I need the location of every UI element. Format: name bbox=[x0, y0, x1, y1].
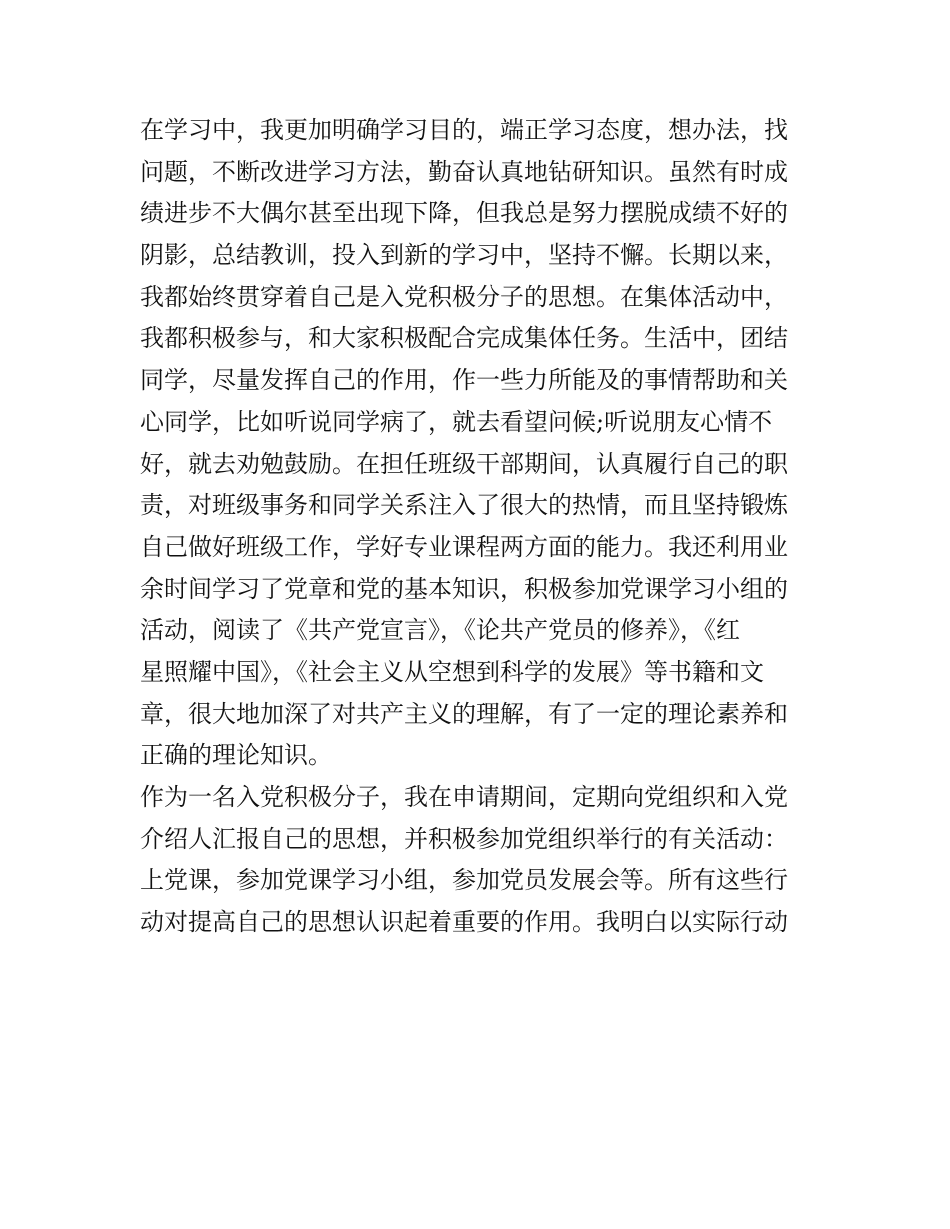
text-line: 好，就去劝勉鼓励。在担任班级干部期间，认真履行自己的职 bbox=[140, 449, 788, 478]
text-line: 心同学，比如听说同学病了，就去看望问候;听说朋友心情不 bbox=[140, 407, 773, 436]
body-text bbox=[140, 110, 830, 944]
text-line: 上党课，参加党课学习小组，参加党员发展会等。所有这些行 bbox=[140, 866, 788, 895]
text-line: 余时间学习了党章和党的基本知识，积极参加党课学习小组的 bbox=[140, 574, 788, 603]
text-line: 问题，不断改进学习方法，勤奋认真地钻研知识。虽然有时成 bbox=[140, 157, 788, 186]
text-line: 阴影，总结教训，投入到新的学习中，坚持不懈。长期以来， bbox=[140, 241, 788, 270]
text-line: 星照耀中国》，《社会主义从空想到科学的发展》等书籍和文 bbox=[140, 657, 764, 686]
text-line: 介绍人汇报自己的思想，并积极参加党组织举行的有关活动： bbox=[140, 824, 788, 853]
text-line: 我都积极参与，和大家积极配合完成集体任务。生活中，团结 bbox=[140, 324, 788, 353]
text-line: 责，对班级事务和同学关系注入了很大的热情，而且坚持锻炼 bbox=[140, 491, 788, 520]
text-line: 在学习中，我更加明确学习目的，端正学习态度，想办法，找 bbox=[140, 116, 788, 144]
text-line: 章，很大地加深了对共产主义的理解，有了一定的理论素养和 bbox=[140, 699, 788, 728]
text-line: 自己做好班级工作，学好专业课程两方面的能力。我还利用业 bbox=[140, 532, 788, 561]
text-line: 同学，尽量发挥自己的作用，作一些力所能及的事情帮助和关 bbox=[140, 366, 788, 395]
text-line: 动对提高自己的思想认识起着重要的作用。我明白以实际行动 bbox=[140, 908, 788, 937]
text-line: 正确的理论知识。 bbox=[140, 741, 332, 770]
text-line: 活动，阅读了《共产党宣言》，《论共产党员的修养》，《红 bbox=[140, 616, 740, 645]
text-line: 绩进步不大偶尔甚至出现下降，但我总是努力摆脱成绩不好的 bbox=[140, 199, 788, 228]
text-line: 作为一名入党积极分子，我在申请期间，定期向党组织和入党 bbox=[140, 783, 788, 811]
text-line: 我都始终贯穿着自己是入党积极分子的思想。在集体活动中， bbox=[140, 282, 788, 311]
